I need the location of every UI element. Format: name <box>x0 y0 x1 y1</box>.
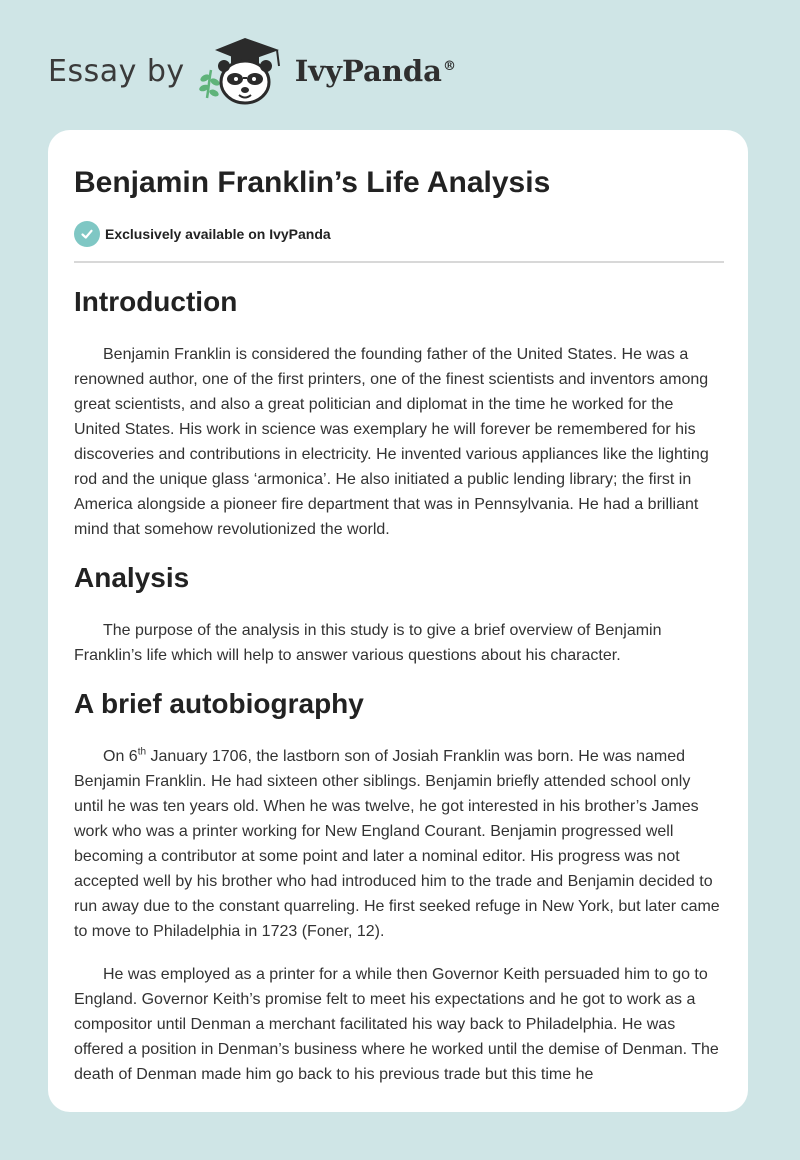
section-heading-introduction: Introduction <box>74 286 238 317</box>
divider <box>74 261 724 263</box>
check-icon <box>74 221 100 247</box>
exclusive-label: Exclusively available on IvyPanda <box>105 226 331 242</box>
brand-name[interactable]: IvyPanda® <box>294 54 456 88</box>
page-title: Benjamin Franklin’s Life Analysis <box>74 166 551 199</box>
exclusive-badge <box>74 221 331 247</box>
paragraph-autobiography-2: He was employed as a printer for a while then Governor Keith persuaded him to go to England. Governor Keith’s promise felt to meet his expectations and he got to work as a compositor until Denman a merchant facilitated his way back to Philadelphia. He was offered a position in Denman’s business where he worked until the demise of Denman. The death of Denman made him go back to his previous trade but this time he <box>74 966 719 1083</box>
essay-by-label: Essay by <box>48 53 185 89</box>
essay-card <box>48 130 748 1112</box>
registered-mark: ® <box>442 59 456 75</box>
panda-logo-icon[interactable] <box>197 36 287 106</box>
paragraph-analysis: The purpose of the analysis in this study is to give a brief overview of Benjamin Franklin’s life which will help to answer various questions about his character. <box>74 622 662 664</box>
site-header <box>48 36 456 106</box>
section-heading-autobiography: A brief autobiography <box>74 688 364 719</box>
paragraph-autobiography-1: On 6th January 1706, the lastborn son of Josiah Franklin was born. He was named Benjamin Franklin. He had sixteen other siblings. Benjamin briefly attended school only until he was ten years old. When he was twelve, he got interested in his brother’s James work who was a printer working for New England Courant. Benjamin progressed well becoming a contributor at some point and later a nominal editor. His progress was not accepted well by his brother who had introduced him to the trade and Benjamin decided to run away due to the constant quarreling. He first seeked refuge in New York, but later came to move to Philadelphia in 1723 (Foner, 12). <box>74 746 720 940</box>
paragraph-introduction: Benjamin Franklin is considered the founding father of the United States. He was a renowned author, one of the first printers, one of the finest scientists and inventors among great scientists, and also a great politician and diplomat in the time he worked for the United States. His work in science was exemplary he will forever be remembered for his discoveries and contributions in electricity. He invented various appliances like the lighting rod and the unique glass ‘armonica’. He also initiated a public lending library; the first in America alongside a pioneer fire department that was in Pennsylvania. He had a brilliant mind that somehow revolutionized the world. <box>74 346 709 538</box>
section-heading-analysis: Analysis <box>74 562 190 593</box>
essay-body <box>74 278 724 1105</box>
